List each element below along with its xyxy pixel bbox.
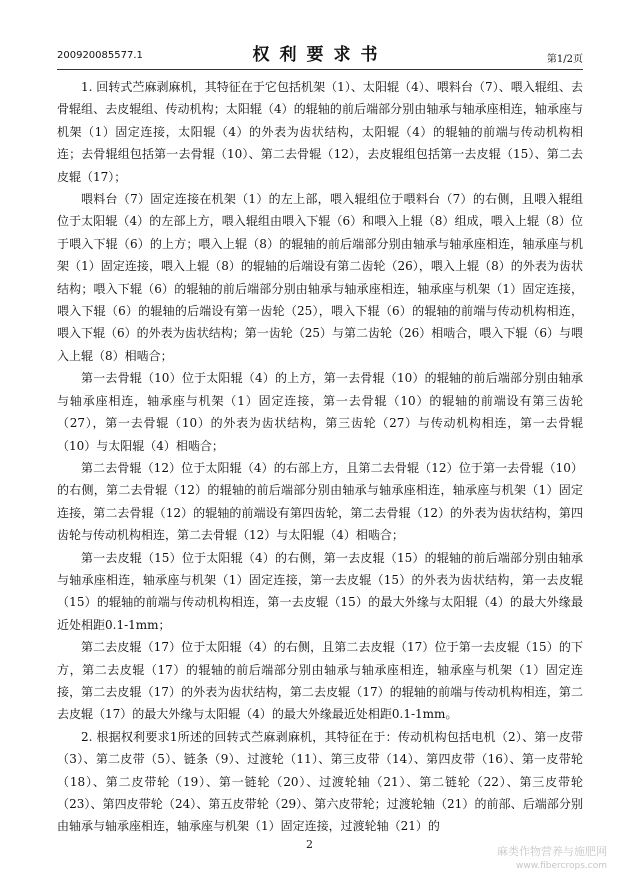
document-number: 200920085577.1 (57, 50, 143, 61)
claim-paragraph: 第二去皮辊（17）位于太阳辊（4）的右侧，且第二去皮辊（17）位于第一去皮辊（15）的下方，第二去皮辊（17）的辊轴的前后端部分别由轴承与轴承座相连，轴承座与机架（1）固定连接，第二去皮辊（17）的外表为齿状结构，第二去皮辊（17）的辊轴的前端与传动机构相连，第二去皮辊（17）的最大外缘与太阳辊（4）的最大外缘最近处相距0.1-1mm。 (57, 640, 583, 722)
claim-paragraph: 第一去骨辊（10）位于太阳辊（4）的上方，第一去骨辊（10）的辊轴的前后端部分别由轴承与轴承座相连，轴承座与机架（1）固定连接，第一去骨辊（10）的辊轴的前端设有第三齿轮（27），第一去骨辊（10）的外表为齿状结构，第三齿轮（27）与传动机构相连，第一去骨辊（10）与太阳辊（4）相啮合； (57, 371, 583, 453)
page-info: 第1/2页 (546, 54, 583, 65)
page-header (57, 40, 583, 68)
page-number: 2 (306, 838, 313, 851)
claim-paragraph: 第一去皮辊（15）位于太阳辊（4）的右侧，第一去皮辊（15）的辊轴的前后端部分别由轴承与轴承座相连，轴承座与机架（1）固定连接，第一去皮辊（15）的外表为齿状结构，第一去皮辊（15）的辊轴的前端与传动机构相连，第一去皮辊（15）的最大外缘与太阳辊（4）的最大外缘最近处相距0.1-1mm； (57, 550, 583, 632)
claim-paragraph: 2. 根据权利要求1所述的回转式苎麻剥麻机，其特征在于：传动机构包括电机（2）、第一皮带（3）、第二皮带（5）、链条（9）、过渡轮（11）、第三皮带（14）、第四皮带（16）、第一皮带轮（18）、第二皮带轮（19）、第一链轮（20）、过渡轮轴（21）、第二链轮（22）、第三皮带轮（23）、第四皮带轮（24）、第五皮带轮（29）、第六皮带轮；过渡轮轴（21）的前部、后端部分别由轴承与轴承座相连，轴承座与机架（1）固定连接，过渡轮轴（21）的 (57, 729, 583, 834)
watermark-site-name: 麻类作物营养与施肥网 (497, 845, 607, 858)
claims-body (57, 76, 583, 838)
claim-paragraph: 第二去骨辊（12）位于太阳辊（4）的右部上方，且第二去骨辊（12）位于第一去骨辊（10）的右侧，第二去骨辊（12）的辊轴的前后端部分别由轴承与轴承座相连，轴承座与机架（1）固定连接，第二去骨辊（12）的辊轴的前端设有第四齿轮，第二去骨辊（12）的外表为齿状结构，第四齿轮与传动机构相连，第二去骨辊（12）与太阳辊（4）相啮合； (57, 460, 583, 543)
claim-paragraph: 喂料台（7）固定连接在机架（1）的左上部，喂入辊组位于喂料台（7）的右侧，且喂入辊组位于太阳辊（4）的左部上方，喂入辊组由喂入下辊（6）和喂入上辊（8）组成，喂入上辊（8）位于喂入下辊（6）的上方；喂入上辊（8）的辊轴的前后端部分别由轴承与轴承座相连，轴承座与机架（1）固定连接，喂入上辊（8）的辊轴的后端设有第二齿轮（26），喂入上辊（8）的外表为齿状结构；喂入下辊（6）的辊轴的前后端部分别由轴承与轴承座相连，轴承座与机架（1）固定连接，喂入下辊（6）的辊轴的后端设有第一齿轮（25），喂入下辊（6）的辊轴的前端与传动机构相连，喂入下辊（6）的外表为齿状结构；第一齿轮（25）与第二齿轮（26）相啮合，喂入下辊（6）与喂入上辊（8）相啮合； (57, 192, 583, 363)
site-watermark (497, 845, 607, 873)
page-title: 权利要求书 (252, 45, 388, 65)
header-divider (57, 69, 583, 70)
claim-paragraph: 1. 回转式苎麻剥麻机，其特征在于它包括机架（1）、太阳辊（4）、喂料台（7）、喂入辊组、去骨辊组、去皮辊组、传动机构；太阳辊（4）的辊轴的前后端部分别由轴承与轴承座相连，轴承座与机架（1）固定连接，太阳辊（4）的外表为齿状结构，太阳辊（4）的辊轴的前端与传动机构相连；去骨辊组包括第一去骨辊（10）、第二去骨辊（12），去皮辊组包括第一去皮辊（15）、第二去皮辊（17）； (57, 80, 583, 184)
watermark-url: www.fibercrops.com (516, 861, 607, 871)
